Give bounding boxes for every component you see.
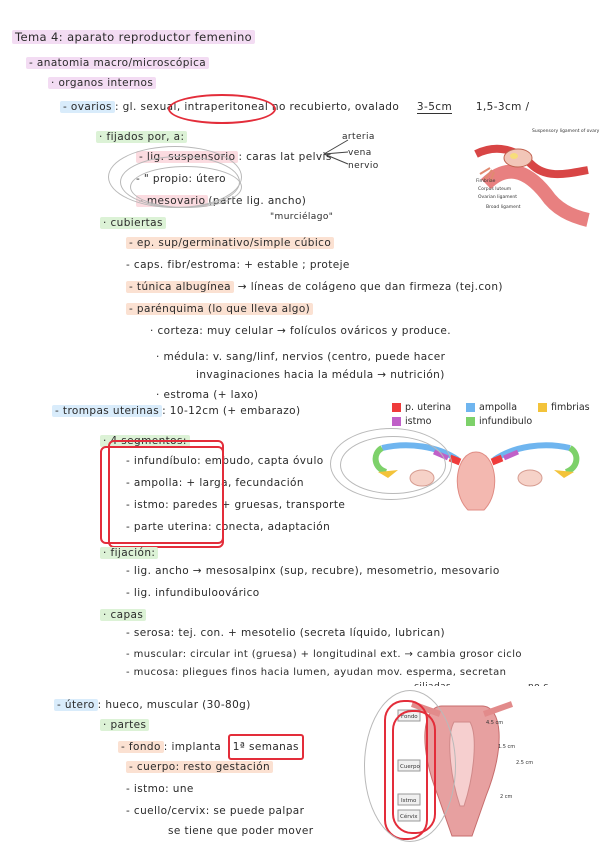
albuginea-line: - túnica albugínea → líneas de colágeno que dan firmeza (tej.con) — [126, 280, 503, 294]
caps-line: - caps. fibr/estroma: + estable ; proteje — [126, 259, 350, 271]
ovaries-line: - ovarios : gl. sexual, intraperitoneal no recubierto, ovalado 3-5cm 1,5-3cm / — [60, 100, 529, 114]
segmentos-heading: · 4 segmentos: — [100, 434, 190, 448]
corteza-line: · corteza: muy celular → folículos ováricos y produce. — [150, 325, 452, 337]
ovary-size-2: 1,5-3cm / — [475, 101, 530, 113]
legend-swatch — [392, 403, 401, 412]
illus-label: Cuerpo — [400, 764, 420, 770]
pencil-scribble — [340, 436, 446, 494]
mesovario-line: - mesovario (parte lig. ancho) — [136, 194, 306, 208]
legend-swatch — [538, 403, 547, 412]
pencil-scribble — [130, 166, 242, 208]
legend-item: ampolla — [466, 402, 517, 413]
intraperitoneal-circle — [168, 94, 276, 124]
illus-label: Ovarian ligament — [478, 195, 517, 200]
section-anatomy: - anatomia macro/microscópica — [26, 56, 209, 70]
vena-label: vena — [348, 148, 372, 158]
medula-line: · médula: v. sang/linf, nervios (centro, puede hacer — [156, 351, 446, 363]
nervio-label: nervio — [348, 161, 379, 171]
ovary-size-1: 3-5cm — [416, 101, 453, 113]
uterus-line: - útero : hueco, muscular (30-80g) — [54, 698, 251, 712]
legend-swatch — [392, 417, 401, 426]
illus-label: Suspensory ligament of ovary — [532, 129, 600, 134]
istmo-uterus-line: - istmo: une — [126, 783, 194, 795]
ovary-illustration — [476, 124, 600, 222]
intraperitoneal-word: intraperitoneal — [184, 101, 269, 113]
ampolla-line: - ampolla: + larga, fecundación — [126, 477, 304, 489]
lig-suspensorio-line: - lig. suspensorio : caras lat pelvis — [136, 150, 332, 164]
legend-swatch — [466, 417, 475, 426]
illus-label: 2 cm — [500, 794, 513, 800]
cuello-line-2: se tiene que poder mover — [168, 825, 314, 837]
capas-heading: · capas — [100, 608, 146, 622]
partes-heading: · partes — [100, 718, 149, 732]
segments-box — [108, 440, 224, 548]
fijados-heading: · fijados por, a: — [96, 130, 187, 144]
estroma-line: · estroma (+ laxo) — [156, 389, 259, 401]
parenquima-line: - parénquima (lo que lleva algo) — [126, 302, 313, 316]
legend-swatch — [466, 403, 475, 412]
illus-label: Corpus luteum — [478, 187, 512, 192]
arteria-label: arteria — [342, 132, 375, 142]
legend-item: istmo — [392, 416, 431, 427]
illus-label: Fimbriae — [476, 179, 496, 184]
murcielago-note: "murciélago" — [270, 212, 334, 222]
semanas-word: 1ª semanas — [232, 741, 299, 753]
legend-item: fimbrias — [538, 402, 590, 413]
illus-label: 1.5 cm — [498, 744, 516, 750]
cubiertas-heading: · cubiertas — [100, 216, 166, 230]
cuello-line: - cuello/cervix: se puede palpar — [126, 805, 305, 817]
illus-label: 4.5 cm — [486, 720, 504, 726]
fondo-line: - fondo : implanta 1ª semanas — [118, 740, 299, 754]
lig-propio-line: - " propio: útero — [136, 173, 226, 185]
muscular-line: - muscular: circular int (gruesa) + longitudinal ext. → cambia grosor ciclo — [126, 649, 522, 660]
mucosa-line: - mucosa: pliegues finos hacia lumen, ayudan mov. esperma, secretan — [126, 667, 507, 678]
section-organs: · organos internos — [48, 76, 156, 90]
pencil-scribble — [364, 690, 456, 842]
page-title: Tema 4: aparato reproductor femenino — [12, 30, 255, 44]
legend-item: infundibulo — [466, 416, 532, 427]
infundibulo-line: - infundíbulo: embudo, capta óvulo — [126, 455, 324, 467]
lig-infund-line: - lig. infundibuloovárico — [126, 587, 260, 599]
fijacion-heading: · fijación: — [100, 546, 158, 560]
tubes-line: - trompas uterinas : 10-12cm (+ embarazo) — [52, 404, 300, 418]
legend-item: p. uterina — [392, 402, 451, 413]
cuerpo-line: - cuerpo: resto gestación — [126, 760, 273, 774]
illus-label: 2.5 cm — [516, 760, 534, 766]
illus-label: Broad ligament — [486, 205, 521, 210]
istmo-line: - istmo: paredes + gruesas, transporte — [126, 499, 346, 511]
ep-sup-line: - ep. sup/germinativo/simple cúbico — [126, 236, 334, 250]
semanas-box — [228, 734, 304, 760]
parte-uterina-line: - parte uterina: conecta, adaptación — [126, 521, 331, 533]
medula-line-2: invaginaciones hacia la médula → nutrición) — [196, 369, 445, 381]
illus-label: Fondo — [401, 714, 418, 720]
illus-label: Cérvix — [400, 814, 418, 820]
lig-ancho-line: - lig. ancho → mesosalpinx (sup, recubre), mesometrio, mesovario — [126, 565, 500, 577]
serosa-line: - serosa: tej. con. + mesotelio (secreta líquido, lubrican) — [126, 627, 446, 639]
illus-label: Istmo — [401, 798, 417, 804]
